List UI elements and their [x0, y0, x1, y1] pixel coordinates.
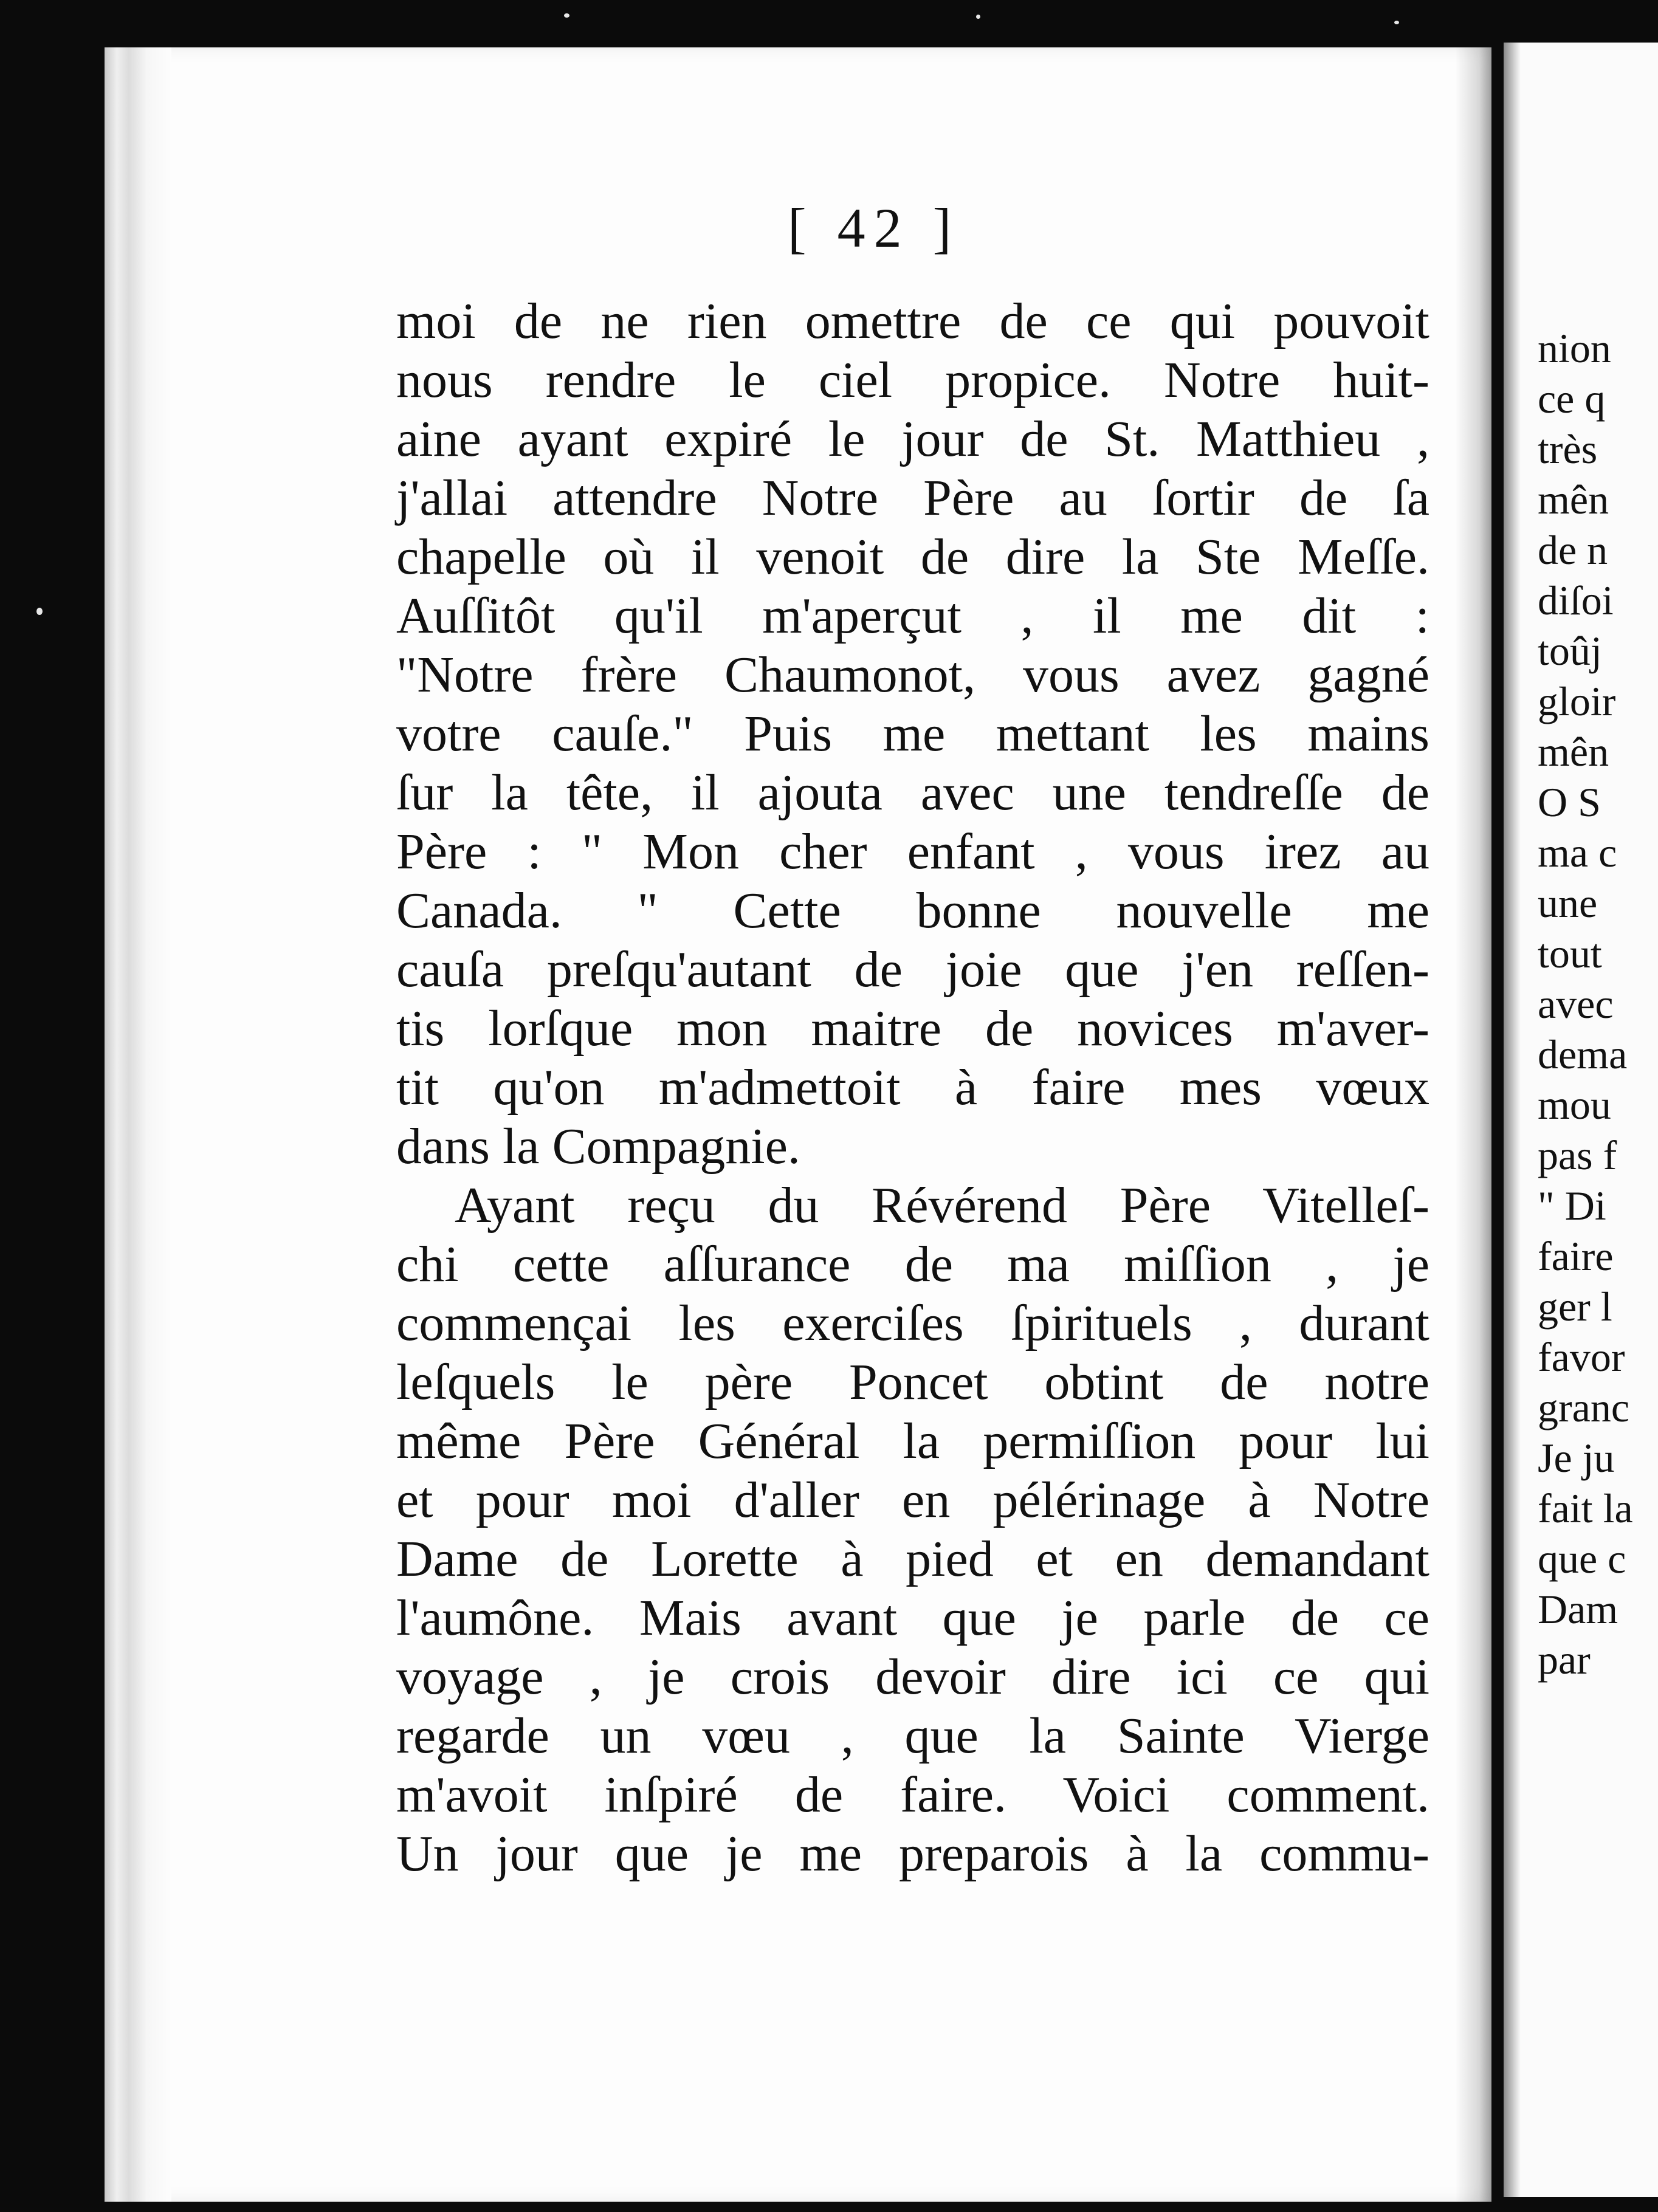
facing-page-text	[1538, 323, 1633, 1685]
text-line-fragment: mou	[1538, 1082, 1611, 1128]
text-line-fragment: par	[1538, 1637, 1591, 1683]
text-line-fragment: très	[1538, 426, 1598, 472]
text-line-fragment: favor	[1538, 1334, 1625, 1380]
text-line: chapelle où il venoit de dire la Ste Meſſe.	[396, 529, 1429, 585]
text-line-fragment: gloir	[1538, 678, 1616, 724]
dust-speck	[976, 15, 980, 19]
text-line: l'aumône. Mais avant que je parle de ce	[396, 1590, 1429, 1646]
text-line: moi de ne rien omettre de ce qui pouvoit	[396, 293, 1429, 349]
text-line-fragment: faire	[1538, 1233, 1614, 1279]
text-line: dans la Compagnie.	[396, 1118, 800, 1175]
text-line-fragment: nion	[1538, 325, 1611, 371]
body-text	[396, 292, 1429, 1883]
text-line: Père : " Mon cher enfant , vous irez au	[396, 823, 1429, 880]
book-page-right	[1504, 43, 1658, 2197]
text-line: ſur la tête, il ajouta avec une tendreſſe de	[396, 764, 1429, 821]
text-line-fragment: granc	[1538, 1384, 1630, 1431]
text-line-fragment: ger l	[1538, 1283, 1612, 1330]
text-line-fragment: tout	[1538, 930, 1602, 977]
page-number: [ 42 ]	[788, 197, 960, 259]
text-line: nous rendre le ciel propice. Notre huit-	[396, 352, 1429, 408]
text-line: j'allai attendre Notre Père au ſortir de ſa	[396, 470, 1429, 526]
text-line: Un jour que je me preparois à la commu-	[396, 1826, 1429, 1882]
text-line-fragment: mên	[1538, 729, 1609, 775]
text-line: leſquels le père Poncet obtint de notre	[396, 1354, 1429, 1410]
text-line: Auſſitôt qu'il m'aperçut , il me dit :	[396, 588, 1429, 644]
text-line-fragment: " Di	[1538, 1183, 1606, 1229]
dust-speck	[1394, 21, 1399, 24]
text-line: aine ayant expiré le jour de St. Matthieu ,	[396, 411, 1429, 467]
text-line: m'avoit inſpiré de faire. Voici comment.	[396, 1767, 1429, 1823]
text-line: même Père Général la permiſſion pour lui	[396, 1413, 1429, 1469]
text-line-fragment: Je ju	[1538, 1435, 1615, 1481]
text-line: "Notre frère Chaumonot, vous avez gagné	[396, 647, 1429, 703]
text-line: cauſa preſqu'autant de joie que j'en reſſen-	[396, 941, 1429, 998]
text-line: chi cette aſſurance de ma miſſion , je	[396, 1236, 1429, 1293]
text-line: tit qu'on m'admettoit à faire mes vœux	[396, 1059, 1429, 1116]
text-line-fragment: que c	[1538, 1536, 1626, 1582]
text-line: tis lorſque mon maitre de novices m'aver-	[396, 1000, 1429, 1057]
text-line-fragment: Dam	[1538, 1586, 1618, 1632]
text-line-fragment: ce q	[1538, 376, 1606, 422]
text-line: commençai les exerciſes ſpirituels , durant	[396, 1295, 1429, 1352]
page-fore-edge	[105, 47, 171, 2202]
dust-speck	[564, 13, 569, 18]
gutter-shadow	[1504, 43, 1521, 2197]
text-line: Ayant reçu du Révérend Père Vitelleſ-	[455, 1177, 1429, 1234]
text-line-fragment: pas f	[1538, 1132, 1617, 1178]
text-line-fragment: O S	[1538, 779, 1601, 825]
text-line-fragment: fait la	[1538, 1485, 1633, 1531]
text-line: Canada. " Cette bonne nouvelle me	[396, 882, 1429, 939]
text-line: votre cauſe." Puis me mettant les mains	[396, 706, 1429, 762]
text-line-fragment: ma c	[1538, 829, 1617, 876]
gutter-shadow	[1455, 47, 1491, 2202]
text-line-fragment: de n	[1538, 527, 1608, 573]
text-line: voyage , je crois devoir dire ici ce qui	[396, 1649, 1429, 1705]
text-line: et pour moi d'aller en pélérinage à Notre	[396, 1472, 1429, 1528]
text-line-fragment: diſoi	[1538, 577, 1614, 623]
text-line-fragment: toûj	[1538, 628, 1602, 674]
text-line: Dame de Lorette à pied et en demandant	[396, 1531, 1429, 1587]
dust-speck	[36, 608, 43, 615]
text-line: regarde un vœu , que la Sainte Vierge	[396, 1708, 1429, 1764]
text-line-fragment: dema	[1538, 1031, 1628, 1077]
text-line-fragment: mên	[1538, 476, 1609, 523]
text-line-fragment: avec	[1538, 981, 1614, 1027]
text-line-fragment: une	[1538, 880, 1598, 926]
